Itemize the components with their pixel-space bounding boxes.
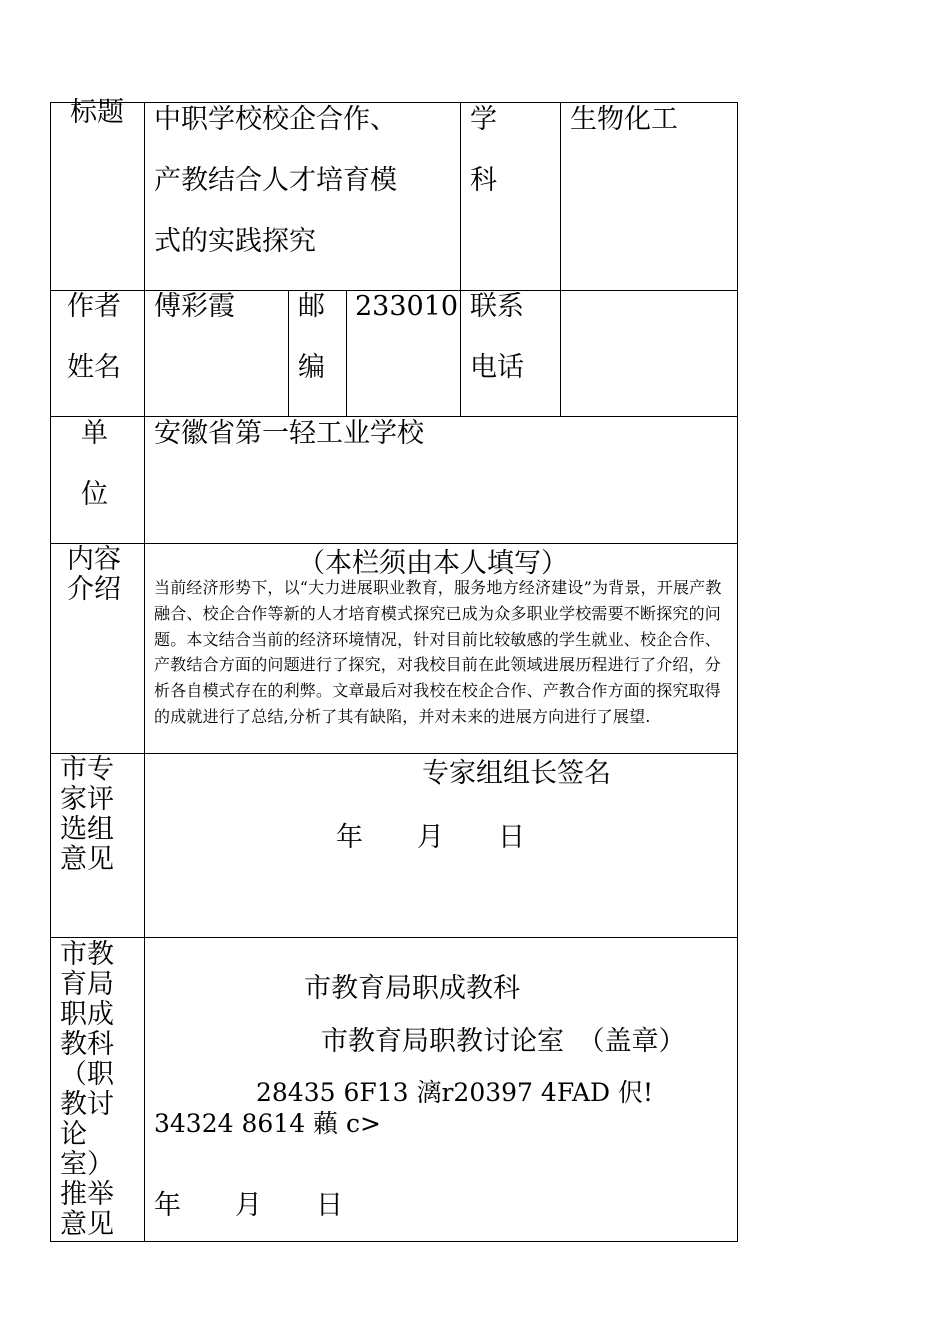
column-divider	[346, 290, 347, 416]
intro-label: 内容介绍	[67, 544, 121, 605]
author-value: 傅彩霞	[154, 291, 235, 322]
table-border-bottom	[50, 1241, 738, 1242]
bureau-date: 年 月 日	[154, 1190, 343, 1221]
table-border-right	[737, 102, 738, 1242]
row-divider	[50, 753, 738, 754]
postcode-value: 233010	[355, 291, 459, 322]
intro-text: 当前经济形势下，以“大力进展职业教育，服务地方经济建设”为背景，开展产教融合、校企合作等新的人才培育模式探究已成为众多职业学校需要不断探究的问题。本文结合当前的经济环境情况，针对目前比较敏感的学生就业、校企合作、产教结合方面的问题进行了探究，对我校目前在此领域进展历程进行了介绍，分析各自模式存在的利弊。文章最后对我校在校企合作、产教合作方面的探究取得的成就进行了总结,分析了其有缺陷，并对未来的进展方向进行了展望.	[154, 578, 722, 726]
bureau-garbled-line-1: 28435 6F13 漓r20397 4FAD 伬!	[256, 1078, 654, 1107]
title-label	[50, 89, 144, 137]
expert-date: 年 月 日	[336, 822, 525, 853]
subject-label: 学科	[470, 104, 497, 196]
unit-label: 单位	[81, 418, 108, 510]
phone-label: 联系电话	[470, 291, 524, 383]
expert-sign-label: 专家组组长签名	[422, 758, 611, 789]
title-value-line-3: 式的实践探究	[154, 226, 316, 257]
title-value	[154, 89, 397, 272]
author-label: 作者姓名	[67, 291, 121, 383]
title-value-line-1: 中职学校校企合作、	[154, 104, 397, 135]
subject-value: 生物化工	[570, 104, 678, 135]
postcode-label: 邮编	[298, 291, 325, 383]
column-divider	[288, 290, 289, 416]
row-divider	[50, 937, 738, 938]
bureau-line-1: 市教育局职成教科	[304, 973, 520, 1004]
bureau-label: 市教育局职成教科（职教讨论室）推举意见	[60, 939, 114, 1240]
title-label-text: 标题	[70, 97, 124, 128]
bureau-line-2: 市教育局职教讨论室 （盖章）	[321, 1026, 686, 1057]
column-divider	[560, 102, 561, 416]
label-column-divider	[144, 102, 145, 1242]
table-border-left	[50, 102, 51, 1242]
title-value-line-2: 产教结合人才培育模	[154, 165, 397, 196]
intro-note: （本栏须由本人填写）	[298, 548, 568, 579]
unit-value: 安徽省第一轻工业学校	[154, 418, 424, 449]
expert-label: 市专家评选组意见	[60, 754, 114, 875]
application-form-table	[50, 97, 738, 1242]
bureau-garbled-line-2: 34324 8614 藾 c>	[154, 1109, 381, 1138]
column-divider	[460, 102, 461, 416]
